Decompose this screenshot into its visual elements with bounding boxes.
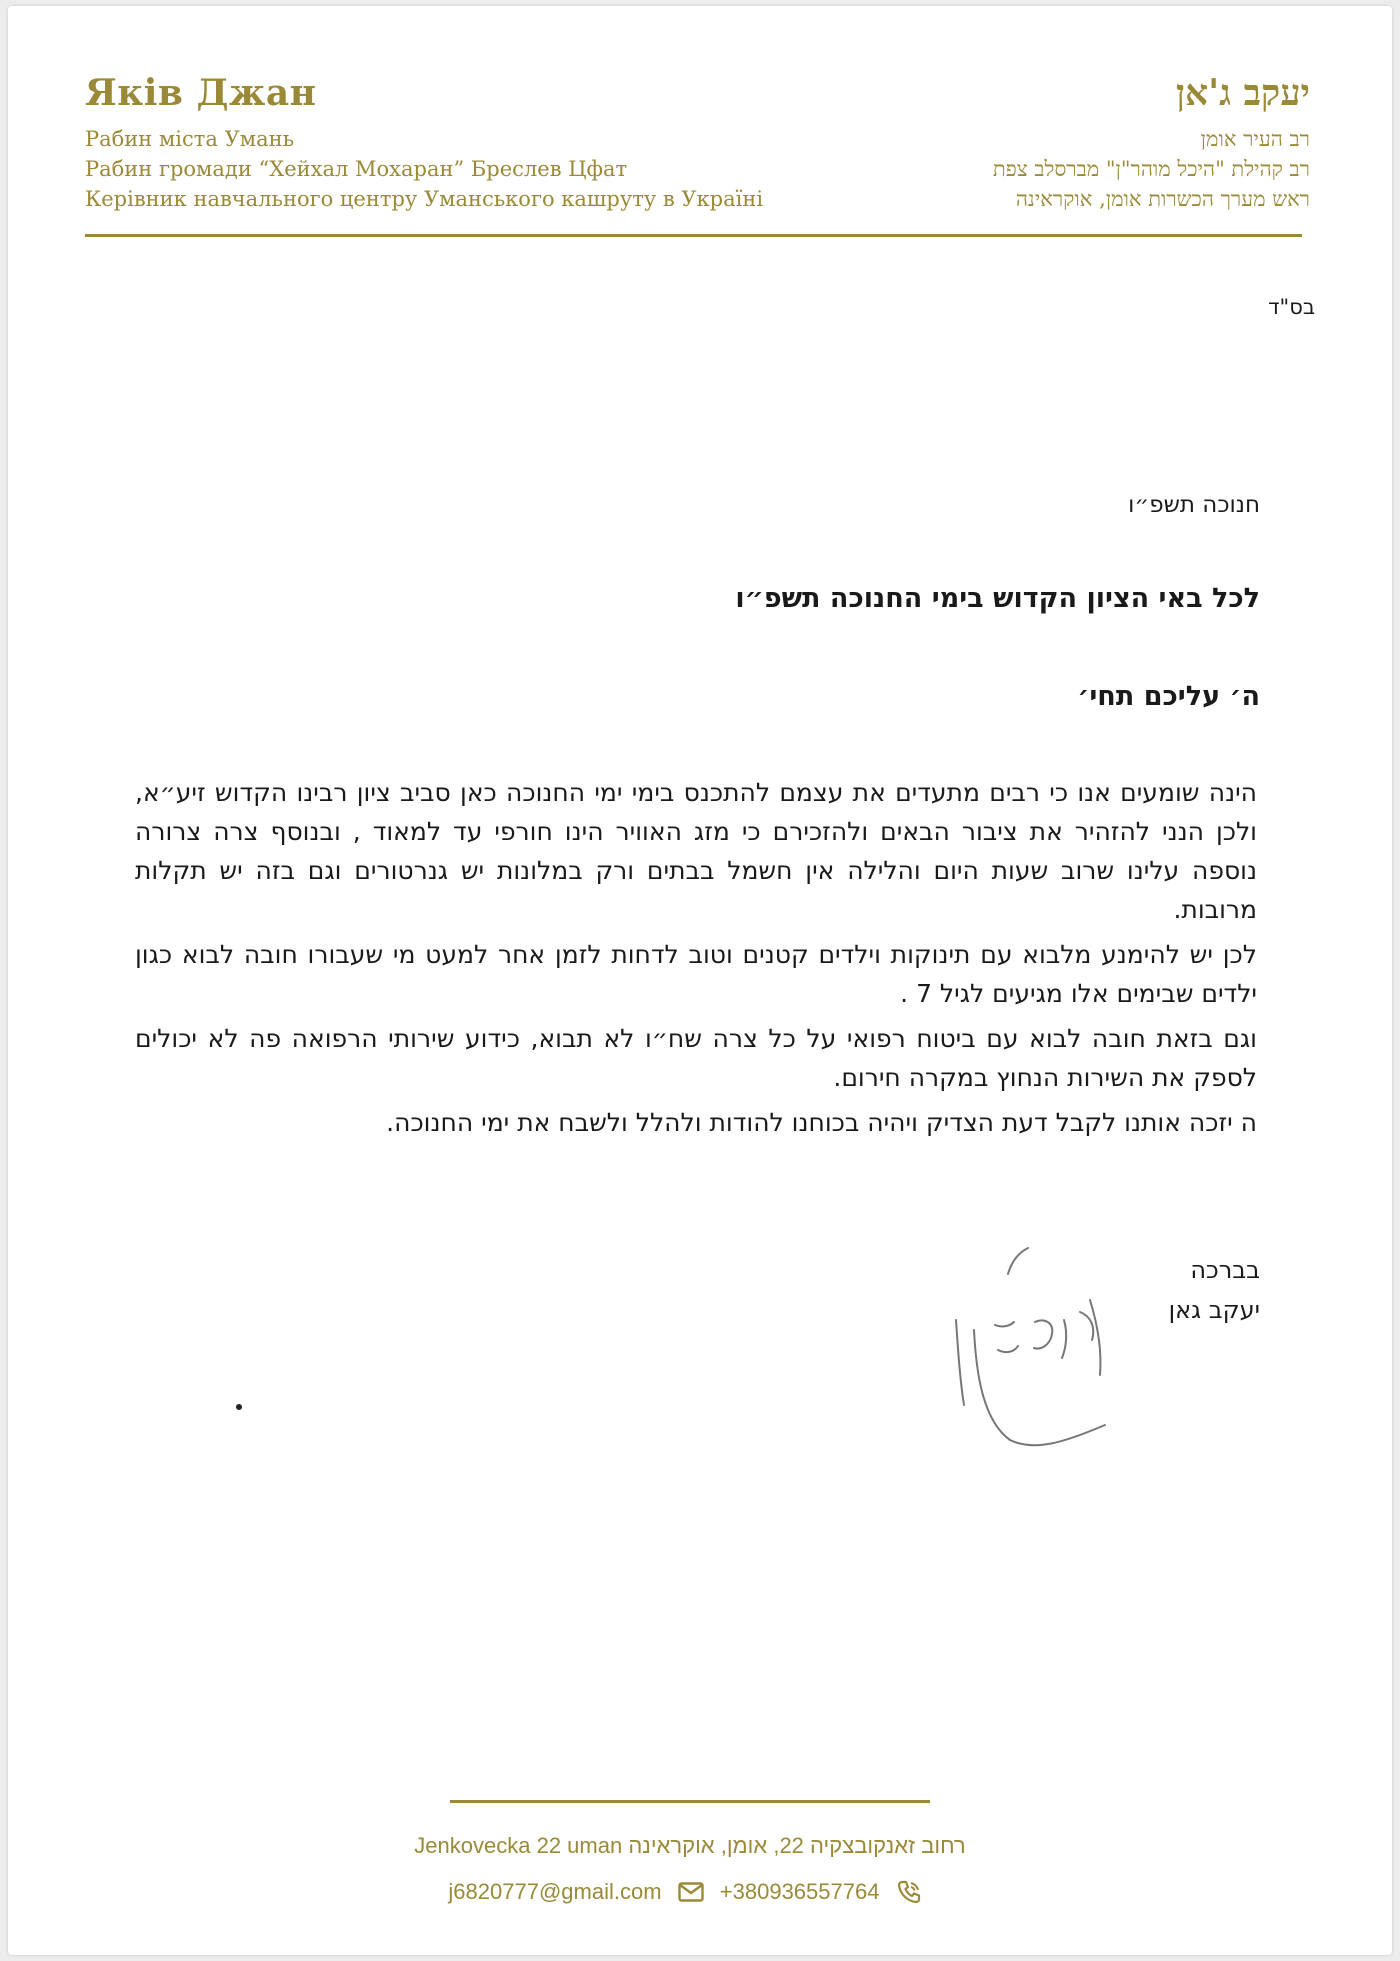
- phone-number[interactable]: +380936557764: [719, 1879, 880, 1905]
- header-divider: [85, 234, 1302, 237]
- letter-closing: [1169, 1250, 1260, 1330]
- phone-icon: [896, 1879, 922, 1905]
- envelope-icon: [678, 1882, 704, 1902]
- letter-body: [135, 773, 1257, 1148]
- rabbi-name-hebrew: יעקב ג'אן: [1175, 72, 1310, 114]
- rabbi-name-ukrainian: Яків Джан: [85, 72, 317, 114]
- closing-word: בברכה: [1190, 1256, 1260, 1284]
- signer-name: יעקב גאן: [1168, 1296, 1260, 1324]
- body-paragraph: ה יזכה אותנו לקבל דעת הצדיק ויהיה בכוחנו להודות ולהלל ולשבח את ימי החנוכה.: [386, 1108, 1257, 1137]
- body-paragraph: הינה שומעים אנו כי רבים מתעדים את עצמם להתכנס בימי ימי החנוכה כאן סביב ציון רבינו הקדוש זיע״א, ולכן הנני להזהיר את ציבור הבאים ולהזכירם כי מזג האוויר הינו חורפי עד למאוד , ובנוסף צרה צרורה נוספה עלינו שרוב שעות היום והלילה אין חשמל בבתים ורק במלונות יש גנרטורים וגם בזה יש תקלות מרובות.: [135, 778, 1257, 924]
- letter-date: חנוכה תשפ״ו: [1128, 492, 1260, 518]
- title-line-2-ukrainian: Рабин громади “Хейхал Мохаран” Бреслев Цфат: [85, 157, 628, 181]
- footer-address: Jenkovecka 22 uman רחוב זאנקובצקיה 22, אומן, אוקראינה: [414, 1833, 966, 1858]
- bsd-mark: בס"ד: [1268, 295, 1315, 319]
- body-paragraph: וגם בזאת חובה לבוא עם ביטוח רפואי על כל צרה שח״ו לא תבוא, כידוע שירותי הרפואה פה לא יכולים לספק את השירות הנחוץ במקרה חירום.: [135, 1024, 1257, 1092]
- footer-contact: [300, 1878, 1080, 1905]
- letterhead-ukrainian: [85, 72, 805, 214]
- title-line-3-hebrew: ראש מערך הכשרות אומן, אוקראינה: [1015, 187, 1310, 211]
- title-line-3-ukrainian: Керівник навчального центру Уманського кашруту в Україні: [85, 187, 764, 211]
- handwritten-signature: [940, 1230, 1170, 1470]
- title-line-1-ukrainian: Рабин міста Умань: [85, 127, 295, 151]
- letter-title: לכל באי הציון הקדוש בימי החנוכה תשפ״ו: [735, 583, 1260, 614]
- title-line-1-hebrew: רב העיר אומן: [1200, 127, 1310, 151]
- title-line-2-hebrew: רב קהילת "היכל מוהר"ן" מברסלב צפת: [992, 157, 1310, 181]
- email-address[interactable]: j6820777@gmail.com: [448, 1879, 662, 1905]
- footer-divider: [450, 1800, 930, 1803]
- letterhead-hebrew: [750, 72, 1310, 214]
- letter-greeting: ה׳ עליכם תחי׳: [1077, 681, 1260, 712]
- ink-dot: [236, 1404, 242, 1410]
- body-paragraph: לכן יש להימנע מלבוא עם תינוקות וילדים קטנים וטוב לדחות לזמן אחר למעט מי שעבורו חובה לבוא כגון ילדים שבימים אלו מגיעים לגיל 7 .: [135, 940, 1257, 1008]
